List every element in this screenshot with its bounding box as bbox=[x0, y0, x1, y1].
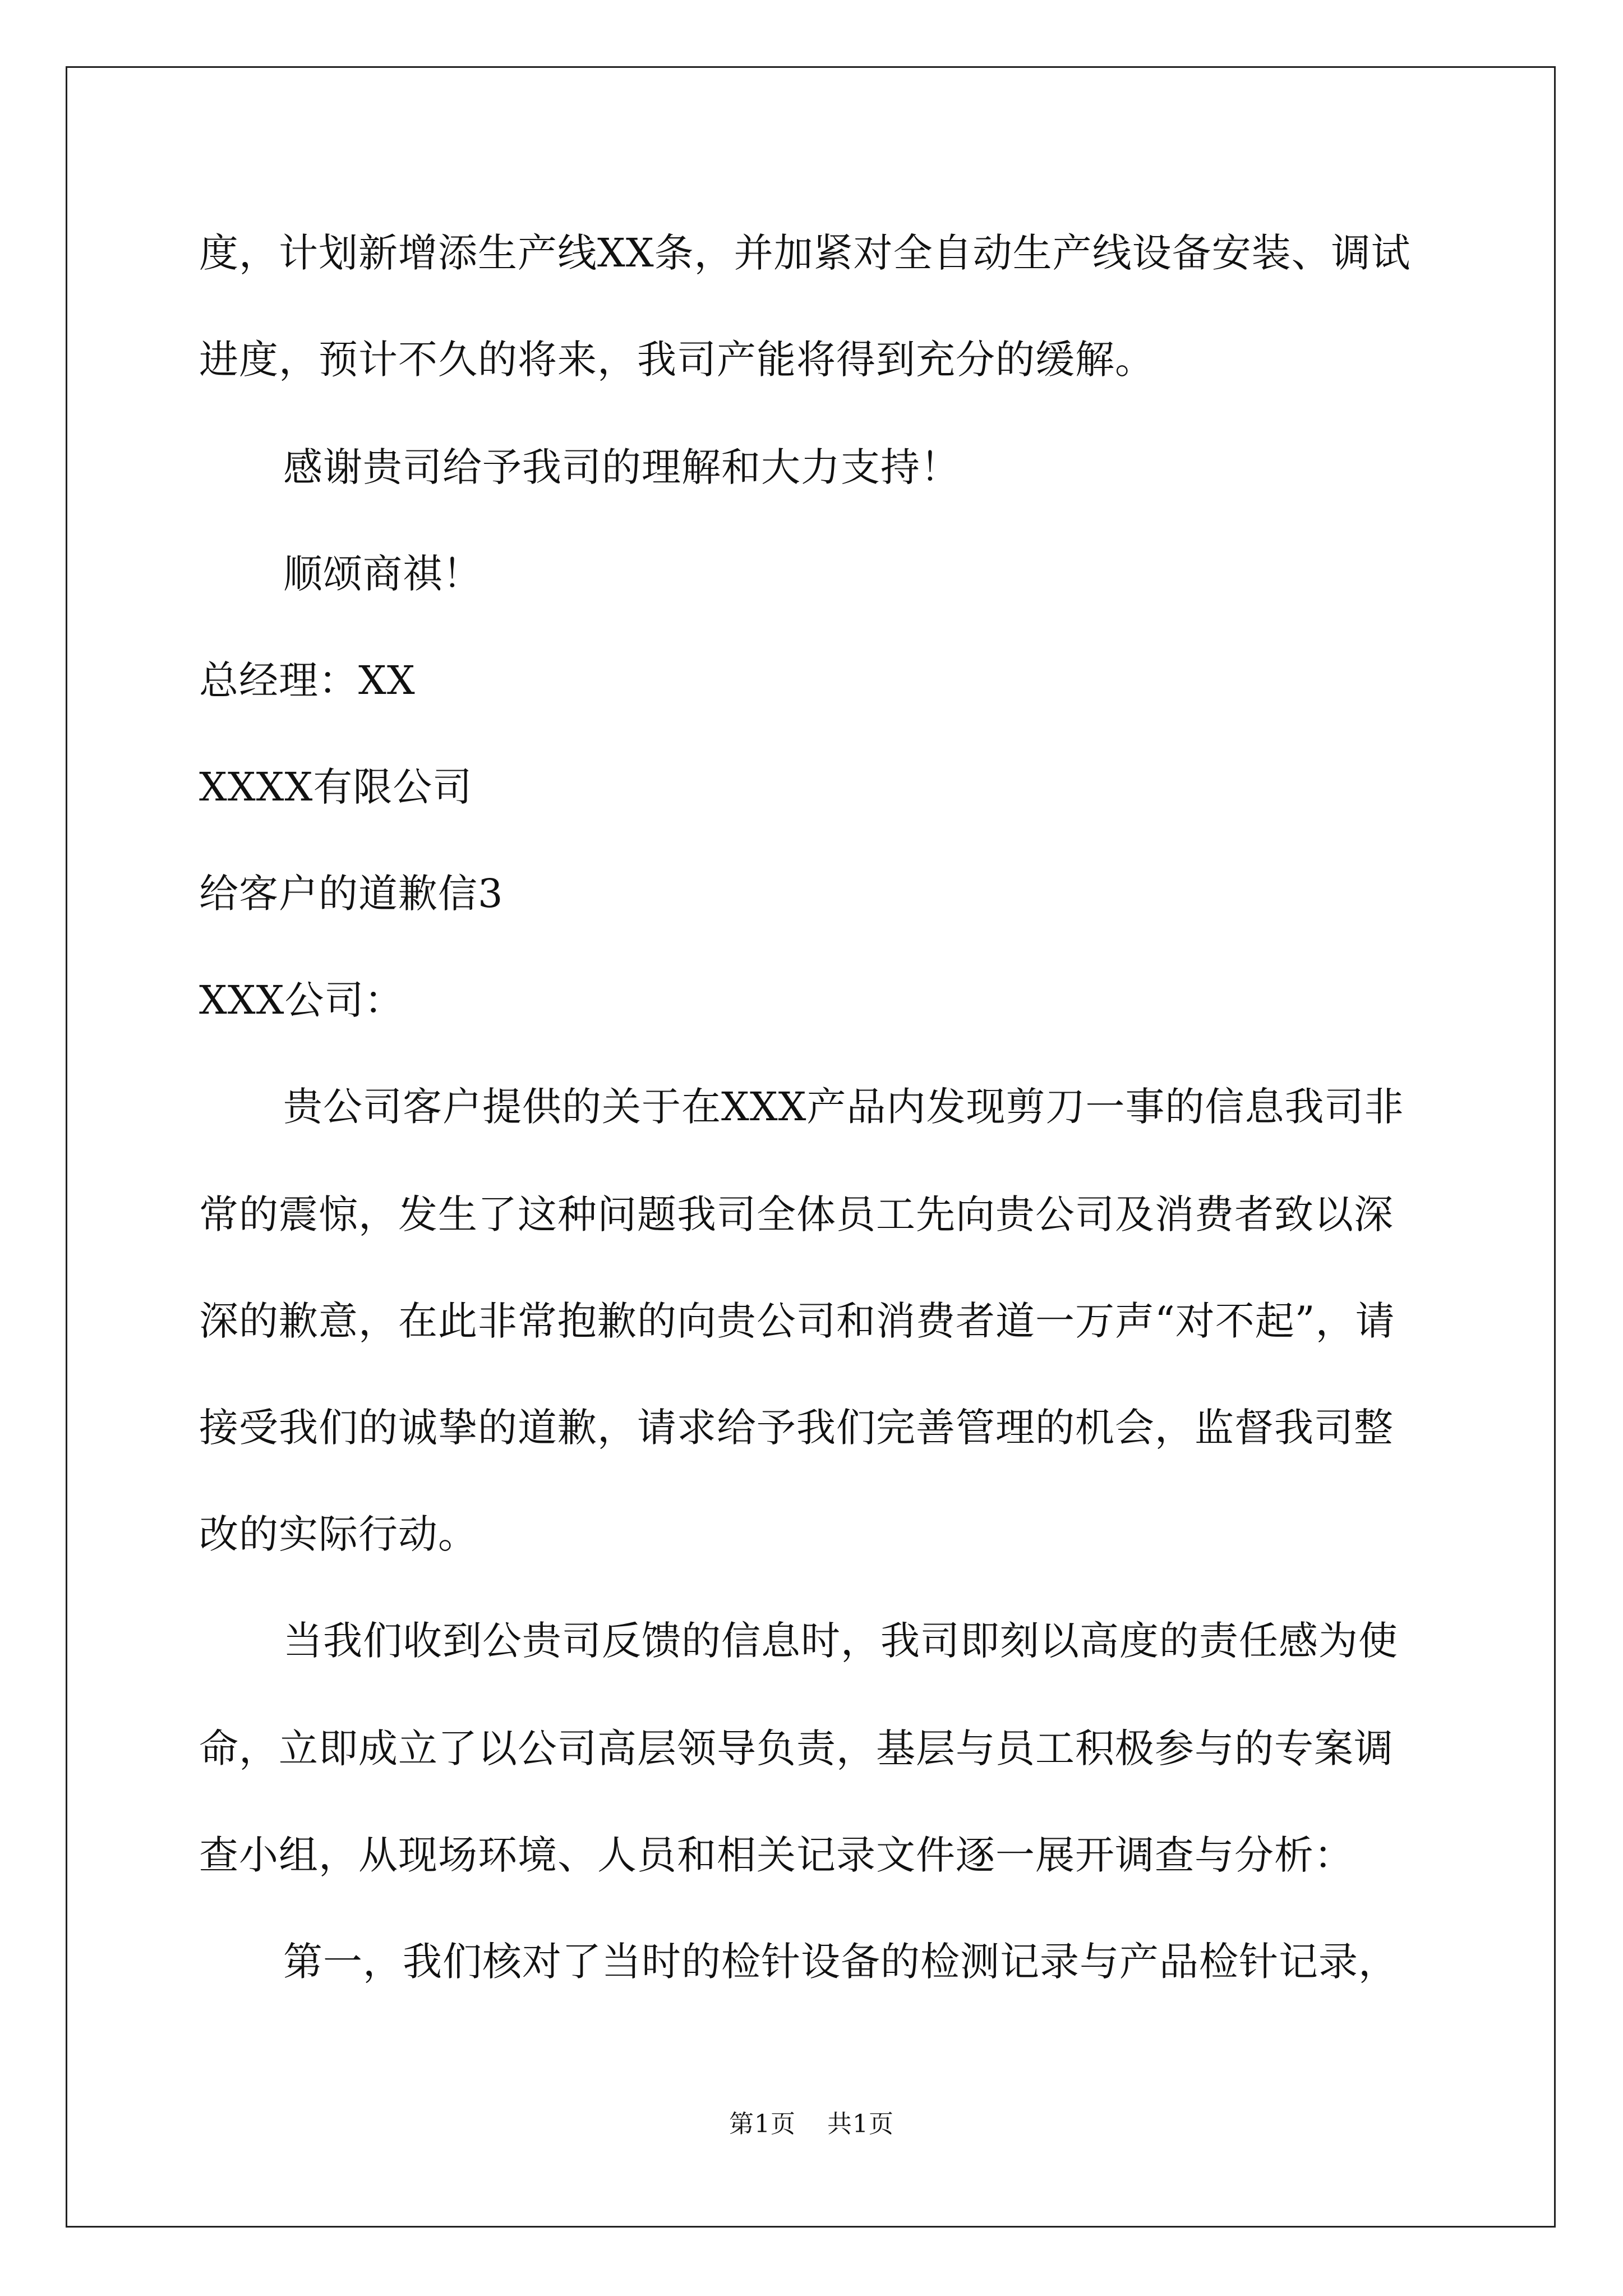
letter-addressee: XXX公司： bbox=[199, 977, 404, 1023]
paragraph-line: 进度，预计不久的将来，我司产能将得到充分的缓解。 bbox=[199, 337, 1155, 383]
paragraph-line: 度，计划新增添生产线XX条，并加紧对全自动生产线设备安装、调试 bbox=[199, 230, 1411, 276]
paragraph-line: 常的震惊，发生了这种问题我司全体员工先向贵公司及消费者致以深 bbox=[199, 1191, 1394, 1237]
closing-salutation: 顺颂商祺！ bbox=[283, 551, 482, 597]
page-number: 第1页 bbox=[729, 2110, 796, 2138]
signature-name: 总经理：XX bbox=[199, 657, 416, 703]
page-border bbox=[66, 66, 1556, 2228]
paragraph-line: 查小组，从现场环境、人员和相关记录文件逐一展开调查与分析： bbox=[199, 1832, 1354, 1878]
page-total: 共1页 bbox=[827, 2110, 894, 2138]
letter-title: 给客户的道歉信3 bbox=[199, 871, 504, 917]
page-footer bbox=[0, 2112, 1623, 2137]
paragraph-line: 贵公司客户提供的关于在XXX产品内发现剪刀一事的信息我司非 bbox=[283, 1084, 1404, 1130]
signature-company: XXXX有限公司 bbox=[199, 764, 473, 810]
paragraph-line: 接受我们的诚挚的道歉，请求给予我们完善管理的机会，监督我司整 bbox=[199, 1405, 1394, 1451]
paragraph-line: 感谢贵司给予我司的理解和大力支持！ bbox=[283, 444, 960, 490]
paragraph-line: 深的歉意，在此非常抱歉的向贵公司和消费者道一万声“对不起”，请 bbox=[199, 1298, 1395, 1344]
paragraph-line: 改的实际行动。 bbox=[199, 1511, 478, 1557]
paragraph-line: 当我们收到公贵司反馈的信息时，我司即刻以高度的责任感为使 bbox=[283, 1618, 1398, 1664]
paragraph-line: 第一，我们核对了当时的检针设备的检测记录与产品检针记录， bbox=[283, 1939, 1398, 1985]
paragraph-line: 命，立即成立了以公司高层领导负责，基层与员工积极参与的专案调 bbox=[199, 1726, 1394, 1772]
